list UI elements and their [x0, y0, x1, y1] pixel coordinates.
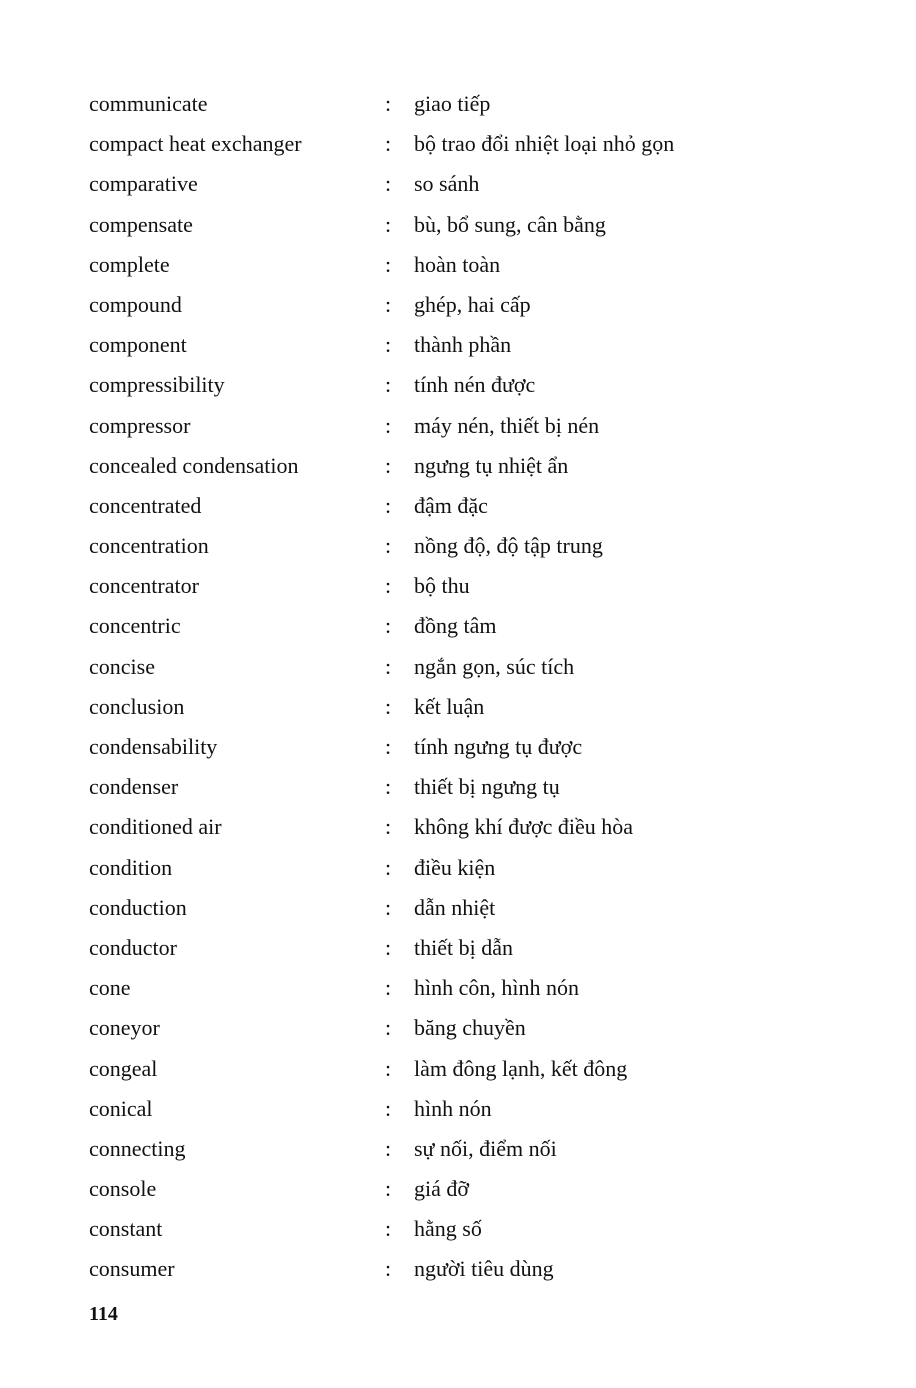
glossary-entry: [89, 285, 829, 325]
glossary-entry: [89, 164, 829, 204]
entry-term: conical: [89, 1095, 153, 1121]
entry-term: consumer: [89, 1256, 175, 1282]
entry-definition: bộ thu: [414, 573, 470, 599]
entry-separator: :: [385, 653, 392, 679]
glossary-entry: [89, 365, 829, 405]
entry-separator: :: [385, 332, 392, 358]
entry-definition: bộ trao đổi nhiệt loại nhỏ gọn: [414, 131, 675, 157]
glossary-entry: [89, 928, 829, 968]
entry-separator: :: [385, 613, 392, 639]
entry-definition: không khí được điều hòa: [414, 814, 634, 840]
entry-definition: thiết bị dẫn: [414, 934, 513, 960]
glossary-entry: [89, 245, 829, 285]
glossary-entry: [89, 687, 829, 727]
entry-term: condition: [89, 854, 173, 880]
entry-separator: :: [385, 533, 392, 559]
glossary-entry: [89, 968, 829, 1008]
entry-term: communicate: [89, 91, 208, 116]
entry-term: compensate: [89, 211, 193, 237]
glossary-entry: [89, 124, 829, 164]
entry-separator: :: [385, 894, 392, 920]
entry-separator: :: [385, 1135, 392, 1161]
entry-definition: thành phần: [414, 332, 512, 358]
entry-term: connecting: [89, 1135, 186, 1161]
entry-term: concise: [89, 653, 155, 679]
glossary-entry: [89, 647, 829, 687]
glossary-entry: [89, 325, 829, 365]
entry-definition: giao tiếp: [414, 91, 491, 116]
entry-term: complete: [89, 251, 170, 277]
entry-separator: :: [385, 814, 392, 840]
entry-definition: đồng tâm: [414, 613, 497, 639]
entry-definition: bù, bổ sung, cân bằng: [414, 211, 606, 237]
glossary-entry: [89, 1169, 829, 1209]
entry-separator: :: [385, 975, 392, 1001]
glossary-entry: [89, 1089, 829, 1129]
entry-separator: :: [385, 412, 392, 438]
entry-term: condenser: [89, 774, 179, 800]
entry-term: conduction: [89, 894, 187, 920]
entry-separator: :: [385, 251, 392, 277]
entry-definition: người tiêu dùng: [414, 1256, 554, 1282]
glossary-entry: [89, 888, 829, 928]
entry-term: comparative: [89, 171, 198, 197]
glossary-entry: [89, 1249, 829, 1289]
entry-definition: ghép, hai cấp: [414, 291, 531, 317]
entry-term: concentration: [89, 533, 209, 559]
entry-term: component: [89, 332, 187, 358]
entry-separator: :: [385, 291, 392, 317]
entry-separator: :: [385, 1216, 392, 1242]
entry-definition: ngưng tụ nhiệt ẩn: [414, 452, 569, 478]
entry-definition: hình côn, hình nón: [414, 975, 579, 1001]
entry-separator: :: [385, 372, 392, 398]
entry-separator: :: [385, 1095, 392, 1121]
entry-term: cone: [89, 975, 131, 1001]
glossary-entry: [89, 606, 829, 646]
entry-definition: ngắn gọn, súc tích: [414, 653, 575, 679]
entry-definition: sự nối, điểm nối: [414, 1135, 557, 1161]
entry-term: concentrator: [89, 573, 199, 599]
entry-definition: băng chuyền: [414, 1015, 526, 1041]
entry-term: constant: [89, 1216, 163, 1242]
glossary-entry: [89, 486, 829, 526]
glossary-entry: [89, 1008, 829, 1048]
entry-separator: :: [385, 774, 392, 800]
entry-term: compound: [89, 291, 182, 317]
glossary-entry: [89, 205, 829, 245]
glossary-entry: [89, 446, 829, 486]
entry-definition: máy nén, thiết bị nén: [414, 412, 600, 438]
glossary-entry: [89, 566, 829, 606]
entry-term: console: [89, 1176, 157, 1202]
entry-separator: :: [385, 211, 392, 237]
entry-definition: tính nén được: [414, 372, 536, 398]
entry-term: conductor: [89, 934, 177, 960]
entry-term: conditioned air: [89, 814, 222, 840]
entry-definition: điều kiện: [414, 854, 496, 880]
entry-definition: dẫn nhiệt: [414, 894, 496, 920]
glossary-entry: [89, 406, 829, 446]
entry-definition: kết luận: [414, 693, 485, 719]
entry-definition: hằng số: [414, 1216, 482, 1242]
entry-separator: :: [385, 854, 392, 880]
entry-definition: hoàn toàn: [414, 251, 501, 277]
entry-definition: so sánh: [414, 171, 480, 197]
glossary-entry: [89, 1049, 829, 1089]
entry-term: compact heat exchanger: [89, 131, 302, 157]
glossary-entry: [89, 727, 829, 767]
entry-term: congeal: [89, 1055, 158, 1081]
entry-definition: tính ngưng tụ được: [414, 734, 583, 759]
entry-term: concealed condensation: [89, 452, 299, 478]
entry-separator: :: [385, 91, 392, 116]
glossary-entry: [89, 1209, 829, 1249]
entry-term: concentrated: [89, 492, 202, 518]
entry-separator: :: [385, 492, 392, 518]
glossary-entry: [89, 1129, 829, 1169]
entry-separator: :: [385, 1015, 392, 1041]
glossary-entry: [89, 84, 829, 124]
page-number: 114: [89, 1303, 118, 1325]
entry-separator: :: [385, 693, 392, 719]
entry-definition: giá đỡ: [414, 1176, 470, 1202]
entry-term: concentric: [89, 613, 181, 639]
entry-separator: :: [385, 1176, 392, 1202]
glossary-list: [89, 84, 829, 1290]
entry-definition: làm đông lạnh, kết đông: [414, 1055, 628, 1081]
entry-definition: thiết bị ngưng tụ: [414, 774, 560, 800]
entry-definition: nồng độ, độ tập trung: [414, 533, 603, 559]
entry-term: coneyor: [89, 1015, 160, 1041]
glossary-entry: [89, 767, 829, 807]
entry-separator: :: [385, 734, 392, 759]
entry-separator: :: [385, 131, 392, 157]
glossary-entry: [89, 526, 829, 566]
entry-separator: :: [385, 1256, 392, 1282]
entry-term: conclusion: [89, 693, 185, 719]
entry-separator: :: [385, 934, 392, 960]
entry-term: compressibility: [89, 372, 225, 398]
entry-term: condensability: [89, 734, 218, 759]
entry-separator: :: [385, 573, 392, 599]
entry-separator: :: [385, 171, 392, 197]
entry-separator: :: [385, 1055, 392, 1081]
glossary-entry: [89, 807, 829, 847]
glossary-entry: [89, 848, 829, 888]
entry-definition: đậm đặc: [414, 492, 488, 518]
entry-definition: hình nón: [414, 1095, 492, 1121]
entry-term: compressor: [89, 412, 191, 438]
entry-separator: :: [385, 452, 392, 478]
